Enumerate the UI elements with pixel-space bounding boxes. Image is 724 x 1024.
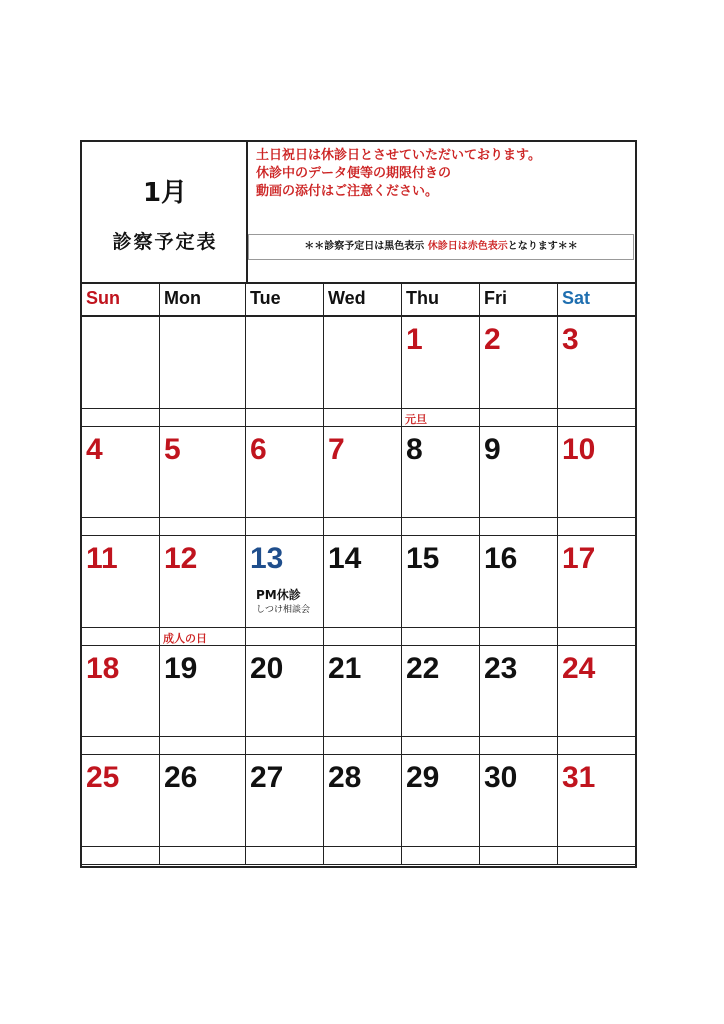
day-cell [324, 536, 402, 646]
day-number: 25 [86, 761, 120, 795]
holiday-strip [246, 408, 323, 426]
day-number: 23 [484, 651, 518, 685]
day-cell [558, 755, 635, 865]
holiday-strip [82, 517, 159, 535]
day-number: 12 [164, 542, 198, 576]
day-number: 19 [164, 651, 198, 685]
week-row [82, 755, 635, 865]
day-number: 8 [406, 432, 423, 466]
day-cell [480, 427, 558, 537]
day-number: 6 [250, 432, 267, 466]
week-row [82, 646, 635, 756]
day-cell [558, 317, 635, 427]
holiday-strip [160, 736, 245, 754]
holiday-strip [480, 517, 557, 535]
month-title: 1月 [142, 178, 188, 208]
day-cell [246, 646, 324, 756]
legend-highlight: 休診日は赤色表示 [427, 241, 508, 252]
day-cell [246, 427, 324, 537]
day-cell [480, 317, 558, 427]
holiday-strip [402, 846, 479, 864]
holiday-strip [324, 408, 401, 426]
holiday-strip [558, 846, 635, 864]
day-cell [480, 755, 558, 865]
day-number: 27 [250, 761, 284, 795]
day-number: 31 [562, 761, 596, 795]
weekday-label: Thu [402, 282, 480, 315]
day-cell [402, 536, 480, 646]
day-number: 7 [328, 432, 345, 466]
day-cell [82, 536, 160, 646]
weekday-header-row [82, 282, 635, 317]
holiday-strip [324, 846, 401, 864]
day-number: 10 [562, 432, 596, 466]
calendar-header [82, 142, 635, 284]
holiday-strip [82, 736, 159, 754]
weekday-label: Mon [160, 282, 246, 315]
day-cell [558, 536, 635, 646]
weekday-label: Tue [246, 282, 324, 315]
day-cell [402, 755, 480, 865]
legend-text: となります＊＊ [507, 241, 578, 252]
holiday-strip [558, 627, 635, 645]
holiday-strip [324, 627, 401, 645]
holiday-strip [402, 627, 479, 645]
weekday-label: Sun [82, 282, 160, 315]
holiday-strip [480, 408, 557, 426]
day-number: 28 [328, 761, 362, 795]
holiday-strip [324, 736, 401, 754]
schedule-subtitle: 診察予定表 [112, 231, 218, 253]
day-cell [558, 427, 635, 537]
day-subnote: しつけ相談会 [256, 605, 311, 616]
holiday-strip [402, 736, 479, 754]
weekday-label: Wed [324, 282, 402, 315]
holiday-strip [82, 846, 159, 864]
weekday-label: Fri [480, 282, 558, 315]
day-number: 18 [86, 651, 120, 685]
day-cell [402, 317, 480, 427]
holiday-strip [246, 517, 323, 535]
day-number: 20 [250, 651, 284, 685]
day-number: 29 [406, 761, 440, 795]
day-note: PM休診 [256, 588, 301, 603]
day-number: 26 [164, 761, 198, 795]
day-cell [324, 427, 402, 537]
day-cell [480, 646, 558, 756]
holiday-strip [558, 517, 635, 535]
day-number: 9 [484, 432, 501, 466]
calendar-frame [80, 140, 637, 868]
week-row [82, 536, 635, 646]
day-cell [160, 427, 246, 537]
day-cell [324, 646, 402, 756]
day-cell [324, 317, 402, 427]
day-number: 30 [484, 761, 518, 795]
holiday-strip [480, 627, 557, 645]
day-number: 3 [562, 323, 579, 356]
day-cell [160, 646, 246, 756]
day-cell [82, 646, 160, 756]
holiday-strip [82, 627, 159, 645]
holiday-strip [160, 517, 245, 535]
legend-text: ＊＊診察予定日は黒色表示 [304, 241, 425, 252]
day-cell [160, 536, 246, 646]
day-cell [324, 755, 402, 865]
holiday-strip [324, 517, 401, 535]
day-cell [160, 755, 246, 865]
day-cell [160, 317, 246, 427]
day-cell [402, 427, 480, 537]
day-cell [82, 317, 160, 427]
day-number: 4 [86, 432, 103, 466]
holiday-strip [558, 736, 635, 754]
day-cell [82, 755, 160, 865]
week-row [82, 317, 635, 427]
day-cell [82, 427, 160, 537]
weekday-label: Sat [562, 288, 591, 308]
holiday-strip [402, 517, 479, 535]
holiday-strip [480, 846, 557, 864]
day-number: 22 [406, 651, 440, 685]
day-number: 17 [562, 542, 596, 576]
holiday-strip [558, 408, 635, 426]
holiday-strip [82, 408, 159, 426]
day-number: 2 [484, 323, 501, 356]
day-number: 21 [328, 651, 362, 685]
day-cell [480, 536, 558, 646]
holiday-strip: 成人の日 [160, 627, 245, 645]
day-cell [558, 646, 635, 756]
holiday-strip [246, 736, 323, 754]
day-cell [246, 317, 324, 427]
day-cell [402, 646, 480, 756]
notice-line: 休診中のデータ便等の期限付きの [256, 166, 452, 181]
week-row [82, 427, 635, 537]
notice-line: 土日祝日は休診日とさせていただいております。 [256, 148, 541, 163]
day-number: 5 [164, 432, 181, 466]
day-number: 24 [562, 651, 596, 685]
day-cell [246, 536, 324, 646]
notice-line: 動画の添付はご注意ください。 [256, 184, 439, 199]
title-box [82, 142, 248, 282]
day-number: 16 [484, 542, 518, 576]
day-number: 14 [328, 542, 362, 576]
holiday-strip [160, 408, 245, 426]
holiday-strip [480, 736, 557, 754]
day-number: 15 [406, 542, 440, 576]
color-legend [248, 234, 634, 260]
holiday-notice [256, 147, 631, 201]
day-number: 13 [250, 542, 284, 576]
day-number: 11 [86, 542, 118, 576]
day-number: 1 [406, 323, 423, 356]
holiday-strip: 元旦 [402, 408, 479, 426]
holiday-strip [246, 846, 323, 864]
holiday-strip [160, 846, 245, 864]
holiday-strip [246, 627, 323, 645]
day-cell [246, 755, 324, 865]
